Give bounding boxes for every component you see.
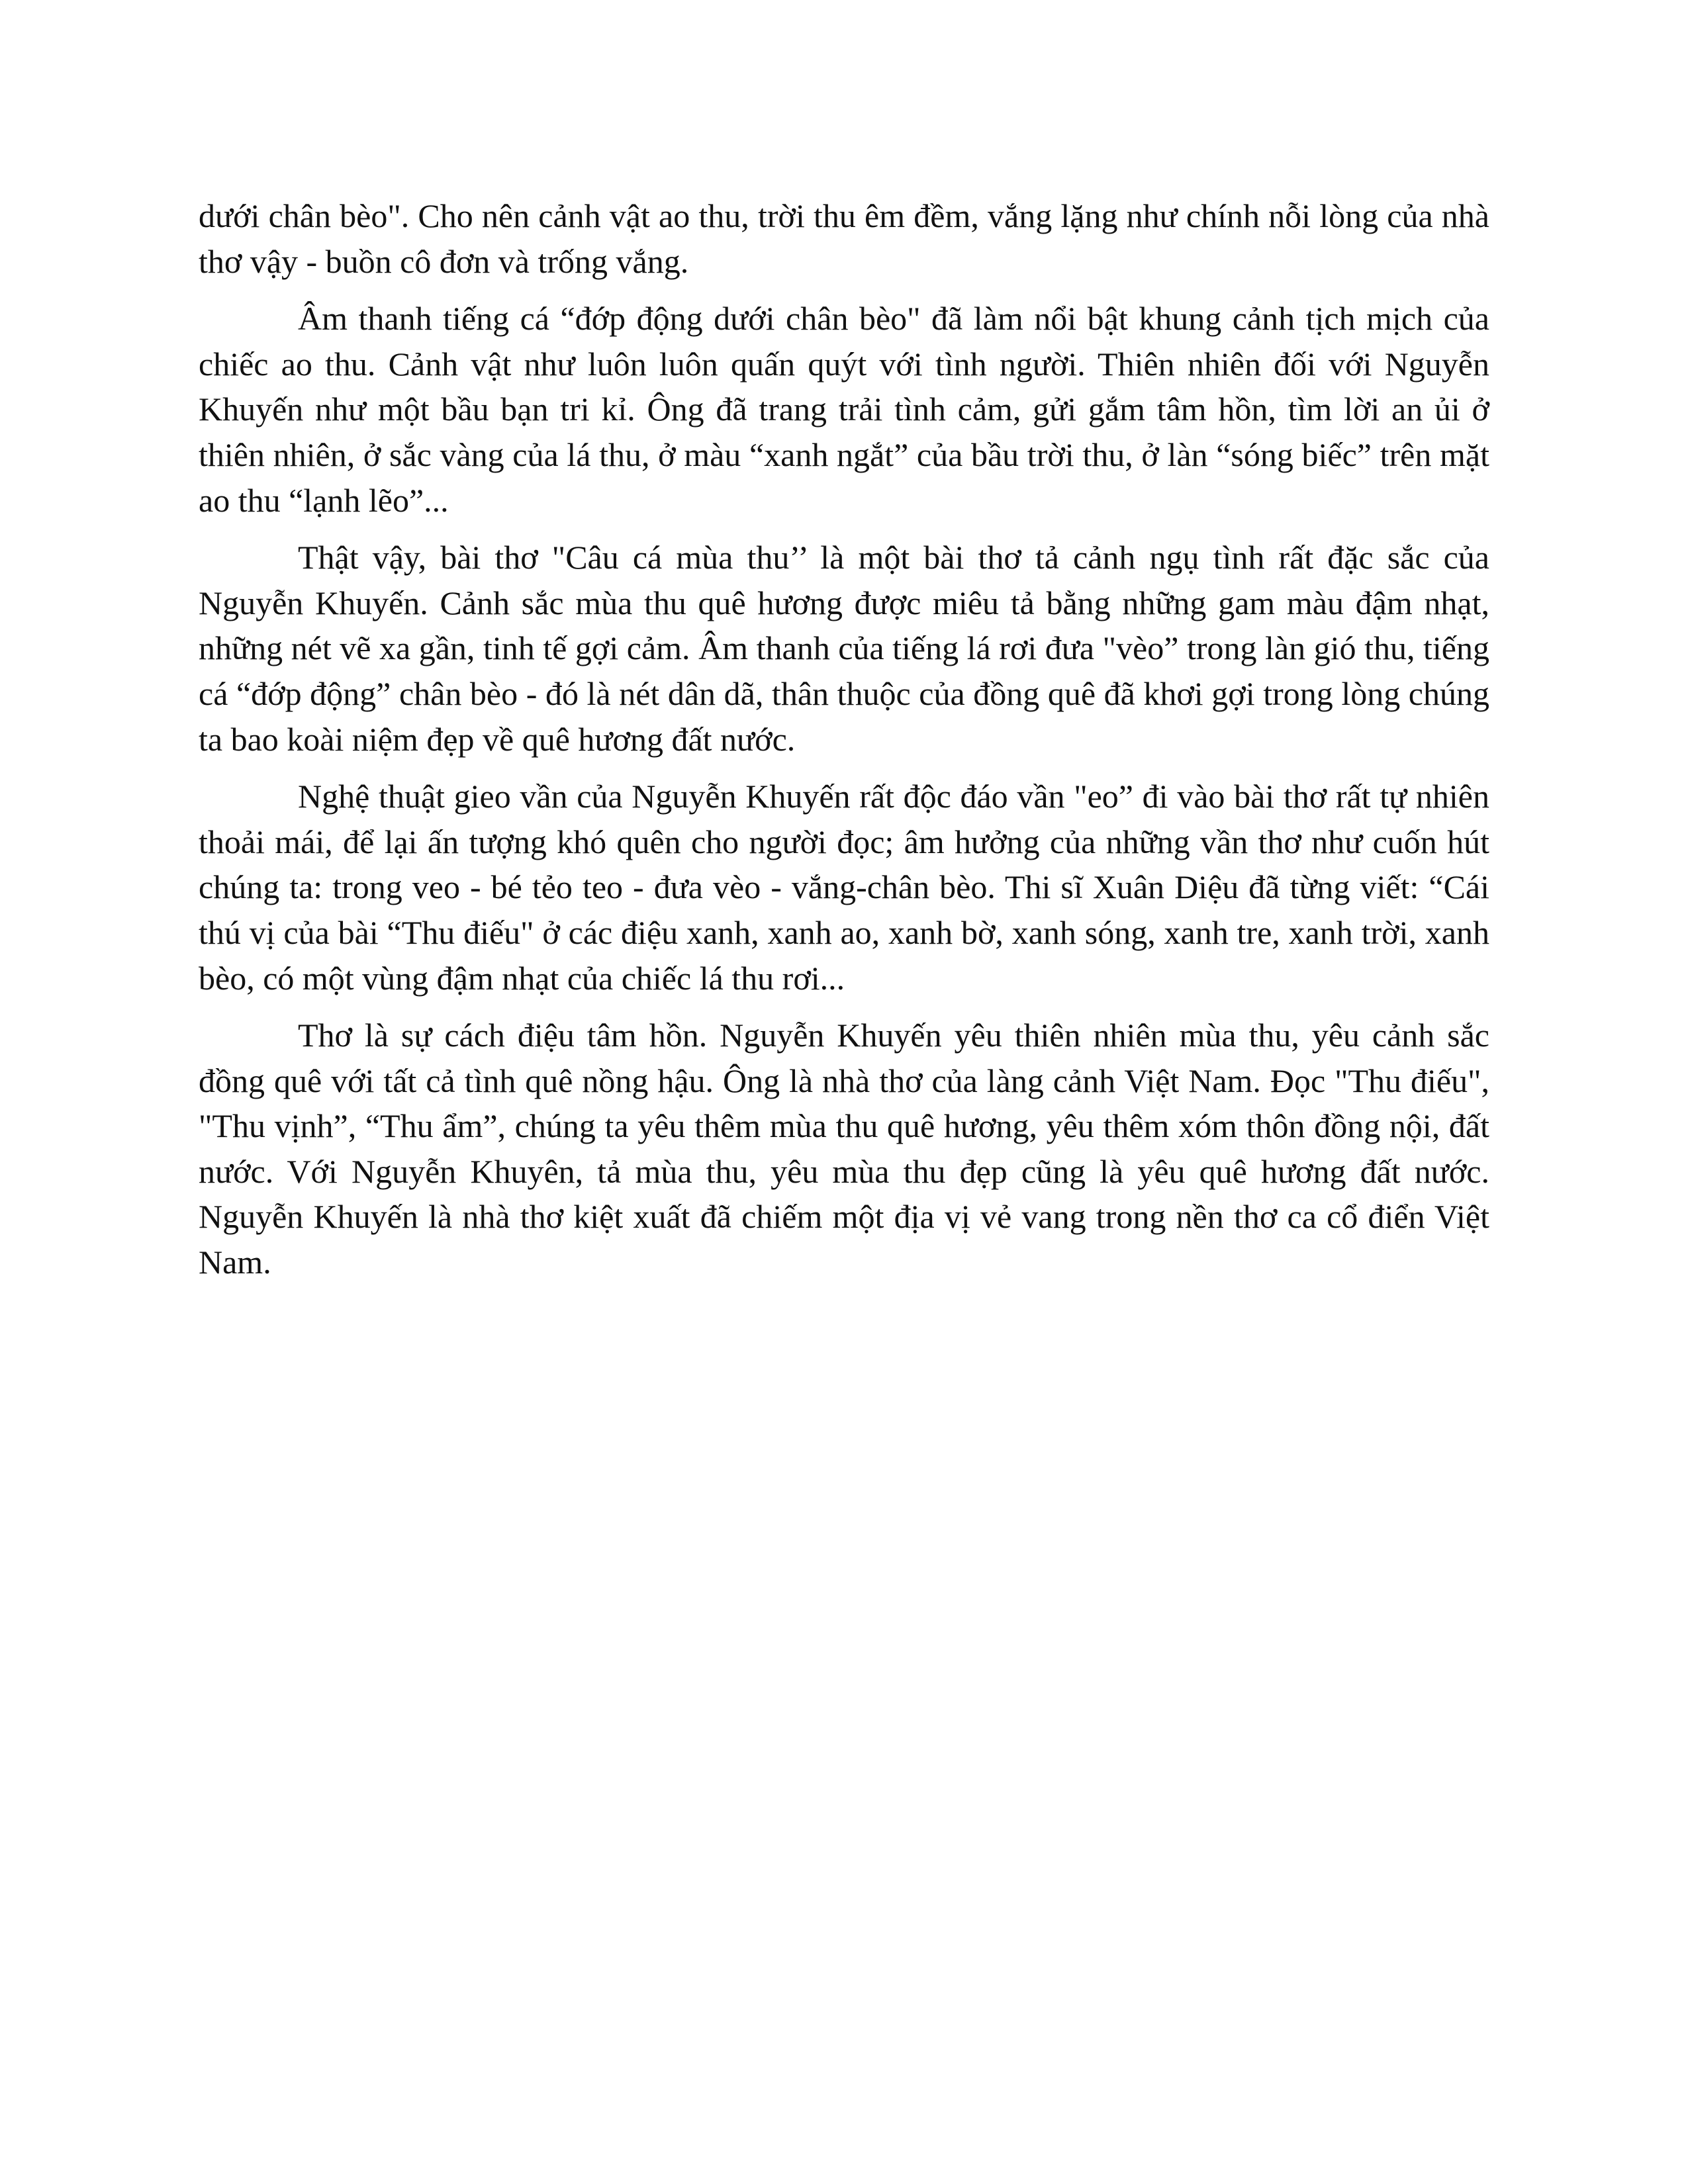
document-body [199, 193, 1489, 1297]
paragraph-5: Thơ là sự cách điệu tâm hồn. Nguyễn Khuyến yêu thiên nhiên mùa thu, yêu cảnh sắc đồng quê với tất cả tình quê nồng hậu. Ông là nhà thơ của làng cảnh Việt Nam. Đọc "Thu điếu", "Thu vịnh”, “Thu ẩm”, chúng ta yêu thêm mùa thu quê hương, yêu thêm xóm thôn đồng nội, đất nước. Với Nguyễn Khuyên, tả mùa thu, yêu mùa thu đẹp cũng là yêu quê hương đất nước. Nguyễn Khuyến là nhà thơ kiệt xuất đã chiếm một địa vị vẻ vang trong nền thơ ca cổ điển Việt Nam. [199, 1017, 1489, 1281]
paragraph-2: Âm thanh tiếng cá “đớp động dưới chân bèo" đã làm nổi bật khung cảnh tịch mịch của chiếc ao thu. Cảnh vật như luôn luôn quấn quýt với tình người. Thiên nhiên đối với Nguyễn Khuyến như một bầu bạn tri kỉ. Ông đã trang trải tình cảm, gửi gắm tâm hồn, tìm lời an ủi ở thiên nhiên, ở sắc vàng của lá thu, ở màu “xanh ngắt” của bầu trời thu, ở làn “sóng biếc” trên mặt ao thu “lạnh lẽo”... [199, 300, 1489, 519]
paragraph-3: Thật vậy, bài thơ "Câu cá mùa thu’’ là một bài thơ tả cảnh ngụ tình rất đặc sắc của Nguyễn Khuyến. Cảnh sắc mùa thu quê hương được miêu tả bằng những gam màu đậm nhạt, những nét vẽ xa gần, tinh tế gợi cảm. Âm thanh của tiếng lá rơi đưa "vèo” trong làn gió thu, tiếng cá “đớp động” chân bèo - đó là nét dân dã, thân thuộc của đồng quê đã khơi gợi trong lòng chúng ta bao koài niệm đẹp về quê hương đất nước. [199, 539, 1489, 758]
paragraph-4: Nghệ thuật gieo vần của Nguyễn Khuyến rất độc đáo vần "eo” đi vào bài thơ rất tự nhiên thoải mái, để lại ấn tượng khó quên cho người đọc; âm hưởng của những vần thơ như cuốn hút chúng ta: trong veo - bé tẻo teo - đưa vèo - vắng-chân bèo. Thi sĩ Xuân Diệu đã từng viết: “Cái thú vị của bài “Thu điếu" ở các điệu xanh, xanh ao, xanh bờ, xanh sóng, xanh tre, xanh trời, xanh bèo, có một vùng đậm nhạt của chiếc lá thu rơi... [199, 778, 1489, 997]
paragraph-1: dưới chân bèo". Cho nên cảnh vật ao thu, trời thu êm đềm, vắng lặng như chính nỗi lòng của nhà thơ vậy - buồn cô đơn và trống vắng. [199, 197, 1489, 280]
